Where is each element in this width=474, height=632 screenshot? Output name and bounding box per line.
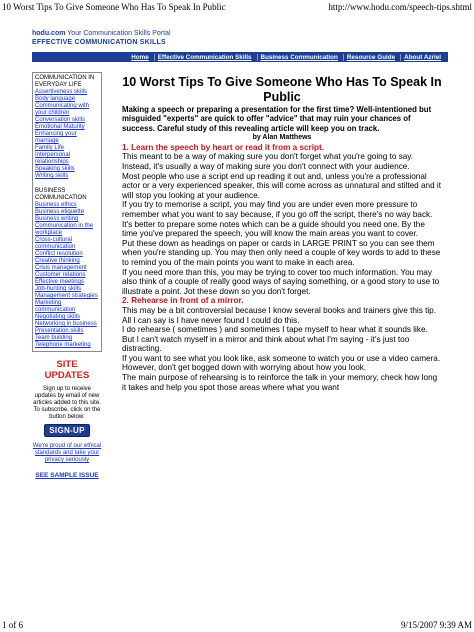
article-paragraph: The main purpose of rehearsing is to reinforce the talk in your memory, check how long it takes and help you spot those areas where what you want	[122, 373, 438, 392]
signup-description: Sign up to receive updates by email of new articles added to this site. To subscribe, click on the button below:	[33, 386, 101, 420]
site-brand	[32, 30, 452, 47]
sidebar-link[interactable]: Writing skills	[35, 173, 69, 179]
sidebar-link[interactable]: Effective meetings	[35, 279, 84, 285]
article-paragraph: Put these down as headings on paper or cards in LARGE PRINT so you can see them when you're standing up. You may then only need a couple of key words to add to these to remind you of the main points you want to make in each area.	[122, 238, 441, 267]
site-updates-title: SITE	[56, 359, 78, 370]
sample-issue-link[interactable]: SEE SAMPLE ISSUE	[35, 472, 99, 479]
print-url: http://www.hodu.com/speech-tips.shtml	[328, 2, 472, 12]
sidebar-link[interactable]: Presentation skills	[35, 328, 84, 334]
sidebar-link[interactable]: Emotional Maturity	[35, 124, 85, 130]
sidebar-links-box	[32, 72, 102, 352]
sidebar-link[interactable]: Speaking skills	[35, 166, 75, 172]
article-intro: Making a speech or preparing a presentation for the first time? Well-intentioned but misguided "experts" are quick to offer "advice" that may ruin your chances of success. Careful study of this revealing article will keep you on track.	[122, 105, 432, 133]
sidebar-link[interactable]: Job-hunting skills	[35, 286, 82, 292]
article-paragraph: It's better to prepare some notes which can be a guide should you need one. By the time you've prepared the speech, you will know the main areas you want to cover.	[122, 219, 425, 239]
sidebar-link[interactable]: Communicating with your children	[35, 103, 90, 116]
nav-resource-guide[interactable]: Resource Guide	[343, 54, 398, 61]
sidebar	[32, 72, 102, 479]
print-title: 10 Worst Tips To Give Someone Who Has To Speak In Public	[2, 2, 226, 12]
sidebar-link[interactable]: Team building	[35, 335, 73, 341]
print-datetime: 9/15/2007 9:39 AM	[400, 620, 472, 630]
sidebar-link[interactable]: Telephone marketing	[35, 342, 91, 348]
article	[122, 75, 442, 392]
sidebar-link[interactable]: Marketing communication	[35, 300, 76, 313]
site-subtitle: EFFECTIVE COMMUNICATION SKILLS	[32, 39, 166, 46]
sidebar-link[interactable]: Body language	[35, 96, 76, 102]
nav-effective-communication-skills[interactable]: Effective Communication Skills	[154, 54, 255, 61]
sidebar-heading-everyday: COMMUNICATION IN EVERYDAY LIFE	[35, 75, 95, 88]
signup-button[interactable]: SIGN-UP	[44, 424, 89, 437]
sidebar-link[interactable]: Conflict resolution	[35, 251, 83, 257]
article-author: by Alan Matthews	[252, 134, 312, 142]
site-tagline: Your Communication Skills Portal	[65, 30, 171, 37]
sidebar-link[interactable]: Enhancing your marriage	[35, 131, 77, 144]
sidebar-link[interactable]: Business writing	[35, 216, 79, 222]
sidebar-link[interactable]: Conversation skills	[35, 117, 86, 123]
sidebar-link[interactable]: Family Life	[35, 145, 65, 151]
sidebar-link[interactable]: Communication in the workplace	[35, 223, 94, 236]
print-footer	[0, 618, 474, 632]
page-number: 1 of 6	[2, 620, 23, 630]
sidebar-link[interactable]: Creative thinking	[35, 258, 80, 264]
sidebar-link[interactable]: Interpersonal relationships	[35, 152, 71, 165]
sidebar-link[interactable]: Negotiating skills	[35, 314, 81, 320]
sidebar-heading-business: BUSINESS COMMUNICATION	[35, 188, 87, 201]
article-paragraph: Most people who use a script end up reading it out and, unless you're a professional actor or a very experienced speaker, this will come across as unnatural and stilted and it will stop you looking at your audience.	[122, 171, 442, 200]
print-header	[0, 0, 474, 14]
article-title: 10 Worst Tips To Give Someone Who Has To Speak In Public	[122, 75, 442, 104]
article-paragraph: This meant to be a way of making sure you don't forget what you're going to say. Instead, it's usually a way of making sure you don't connect with your audience.	[122, 152, 414, 171]
sidebar-link[interactable]: Customer relations	[35, 272, 86, 278]
privacy-link[interactable]: We're proud of our ethical standards and take your privacy seriously	[32, 443, 102, 463]
site-updates-subtitle: UPDATES	[44, 370, 90, 381]
nav-home[interactable]: Home	[131, 53, 149, 61]
nav-business-communication[interactable]: Business Communication	[257, 54, 341, 61]
section-heading-1: 1. Learn the speech by heart or read it from a script.	[122, 142, 325, 152]
article-paragraph: This may be a bit controversial because I know several books and trainers give this tip. All I can say is I have never found I could do this.	[122, 305, 437, 325]
article-paragraph: If you need more than this, you may be trying to cover too much information. You may also think of a couple of really good ways of saying something, or a good story to use to illustrate a point. Jot these down so you don't forget.	[122, 267, 440, 296]
sidebar-link[interactable]: Assertiveness skills	[35, 89, 88, 95]
article-paragraph: If you want to see what you look like, ask someone to watch you or use a video camera. However, don't get bogged down with worrying about how you look.	[122, 353, 441, 373]
sidebar-link[interactable]: Business ethics	[35, 202, 77, 208]
nav-about-azriel[interactable]: About Azriel	[400, 54, 444, 61]
top-navigation	[32, 52, 448, 62]
section-heading-2: 2. Rehearse in front of a mirror.	[122, 296, 244, 306]
sidebar-link[interactable]: Management strategies	[35, 293, 98, 299]
sidebar-link[interactable]: Networking in business	[35, 321, 97, 327]
article-paragraph: I do rehearse ( sometimes ) and sometimes I tape myself to hear what it sounds like. But I can't watch myself in a mirror and think about what I'm saying - it's just too distracting.	[122, 325, 428, 354]
sidebar-link[interactable]: Cross-cultural communication	[35, 237, 76, 250]
sidebar-link[interactable]: Business etiquette	[35, 209, 85, 215]
site-updates	[32, 360, 102, 479]
sidebar-link[interactable]: Crisis management	[35, 265, 87, 271]
article-paragraph: If you try to memorise a script, you may find you are under even more pressure to remember what you want to say because, if you go off the script, there's no way back.	[122, 200, 433, 219]
site-logo[interactable]: hodu.com	[32, 30, 66, 37]
